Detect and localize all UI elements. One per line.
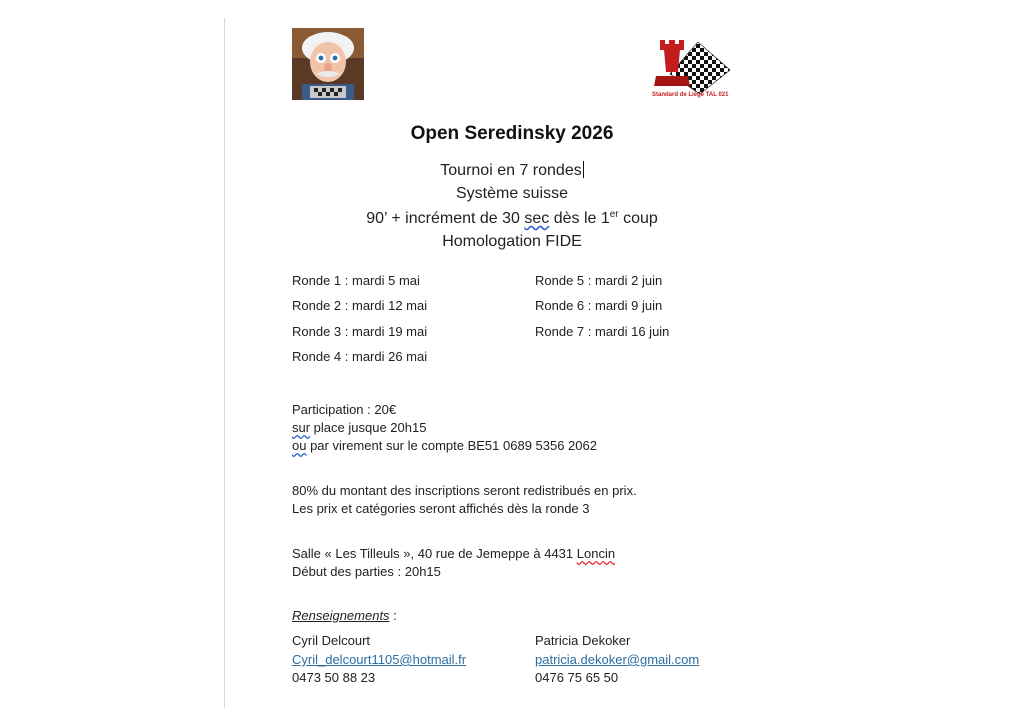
participation-onsite-rest: place jusque 20h15 [310,420,427,435]
round-7: Ronde 7 : mardi 16 juin [535,324,670,339]
round-2: Ronde 2 : mardi 12 mai [292,298,428,313]
round-4: Ronde 4 : mardi 26 mai [292,349,428,364]
club-logo [648,36,732,104]
venue-address [292,546,615,561]
subtitle-rounds [0,161,1024,180]
contacts-heading [292,608,397,623]
time-control-part2: dès le 1 [549,210,610,227]
participation-fee: Participation : 20€ [292,402,397,417]
participation-transfer-rest: par virement sur le compte BE51 0689 5356 2062 [306,438,597,453]
contact1-name: Cyril Delcourt [292,633,371,648]
time-control-sup: er [609,209,619,220]
prizes-line2: Les prix et catégories seront affichés dès la ronde 3 [292,501,590,516]
contact1-phone: 0473 50 88 23 [292,670,376,685]
contact2-email-link[interactable]: patricia.dekoker@gmail.com [535,652,700,667]
venue-city: Loncin [576,546,616,561]
round-5: Ronde 5 : mardi 2 juin [535,273,663,288]
contact2-name: Patricia Dekoker [535,633,631,648]
contact1-email-link[interactable]: Cyril_delcourt1105@hotmail.fr [292,652,467,667]
caricature-icon [292,28,364,100]
chess-player-logo [292,28,364,100]
contacts-heading-text: Renseignements [292,608,390,623]
round-1: Ronde 1 : mardi 5 mai [292,273,420,288]
subtitle-time-control [0,209,1024,228]
subtitle-rounds-text: Tournoi en 7 rondes [440,162,582,179]
club-logo-text: Standard de Liège TAL 021 [652,92,729,98]
time-control-part3: coup [618,210,658,227]
text-cursor [583,161,584,178]
prizes-line1: 80% du montant des inscriptions seront redistribués en prix. [292,483,637,498]
time-control-sec: sec [524,210,550,227]
contacts-heading-suffix: : [389,608,397,623]
participation-transfer [292,438,597,453]
subtitle-homologation: Homologation FIDE [442,233,582,250]
round-6: Ronde 6 : mardi 9 juin [535,298,663,313]
page-left-edge [224,18,225,708]
participation-onsite [292,420,426,435]
subtitle-system: Système suisse [455,185,569,202]
page-title: Open Seredinsky 2026 [410,123,614,144]
participation-transfer-u: ou [292,438,307,453]
round-3: Ronde 3 : mardi 19 mai [292,324,428,339]
participation-onsite-u: sur [292,420,311,435]
venue-address-text: Salle « Les Tilleuls », 40 rue de Jemeppe à 4431 [292,546,577,561]
time-control-part1: 90’ + incrément de 30 [366,210,525,227]
contact2-phone: 0476 75 65 50 [535,670,619,685]
venue-start-time: Début des parties : 20h15 [292,564,441,579]
